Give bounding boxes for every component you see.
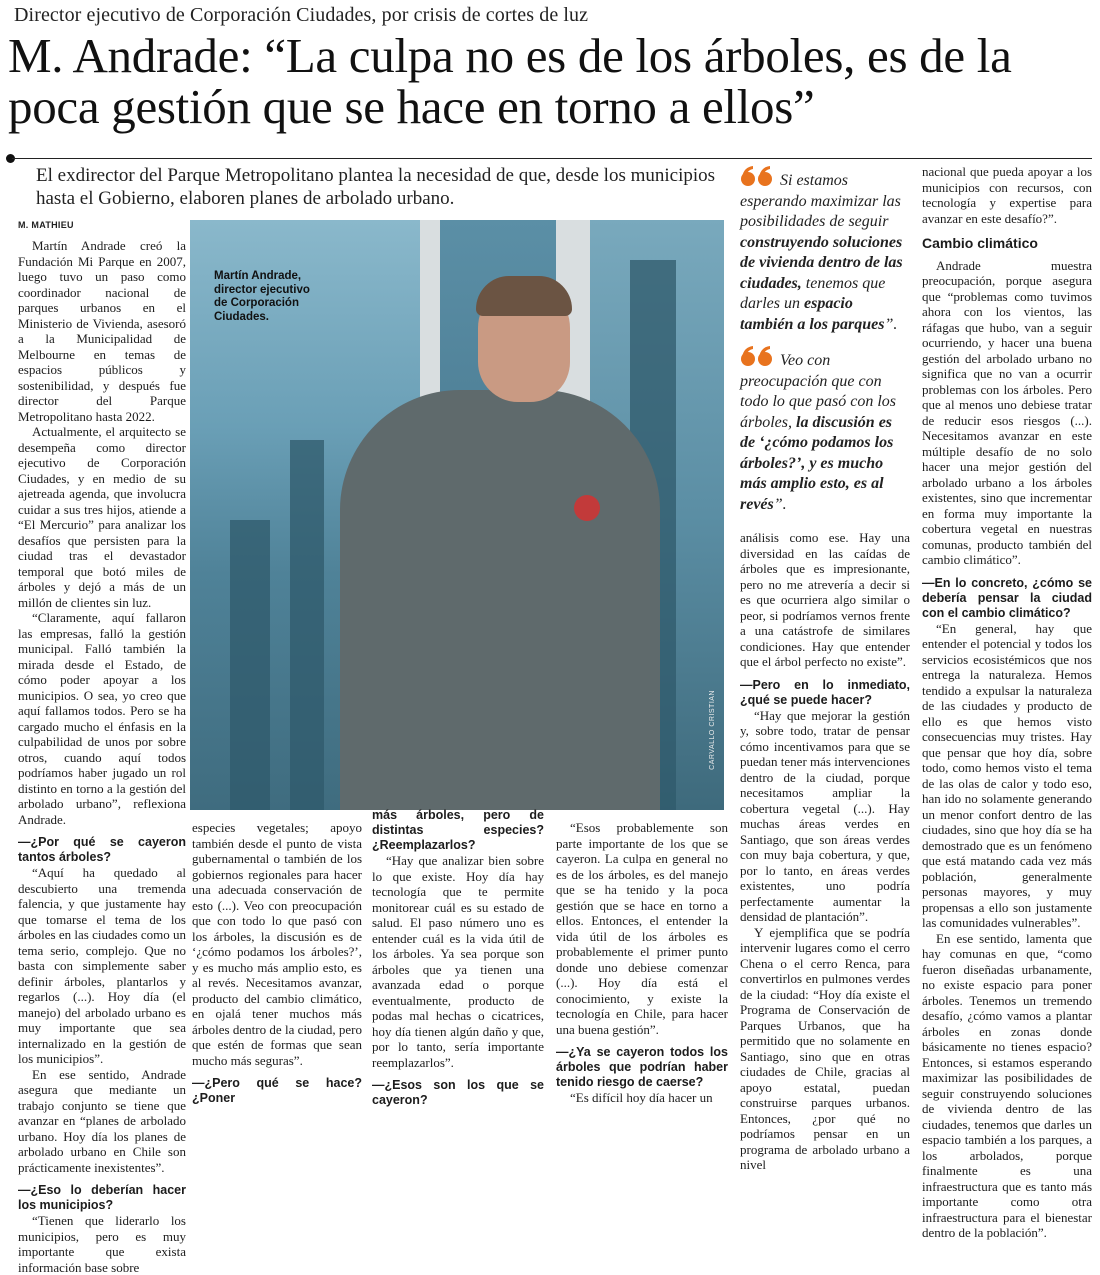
interview-question: —¿Ya se cayeron todos los árboles que podrían haber tenido riesgo de caerse? [556, 1045, 728, 1089]
quote-emphasis: la discusión es de ‘¿cómo podamos los árboles?’, y es mucho más amplio esto, es al revés [740, 413, 894, 513]
quote-mark-icon [740, 345, 774, 367]
column-1 [18, 238, 186, 1275]
column-3 [372, 808, 544, 1107]
interview-question: más árboles, pero de distintas especies? ¿Reemplazarlos? [372, 808, 544, 852]
quote-text: ”. [884, 315, 898, 333]
quote-text: tenemos que darles un [740, 274, 886, 312]
paragraph: En ese sentido, lamenta que hay comunas en que, “como fueron diseñadas urbanamente, no existe espacio para poner árboles. Tenemos un tremendo desafío, ¿cómo vamos a plantar árboles en zonas donde básicamente no tienes espacio? Entonces, si estamos esperando maximizar las posibilidades de seguir construyendo soluciones de vivienda dentro de las ciudades, tenemos que darles un espacio también a los parques, a los arbolados, porque finalmente es una infraestructura que es tanto más importante como otra infraestructura para el bienestar dentro de la población”. [922, 930, 1092, 1240]
portrait-photo [190, 220, 724, 810]
quote-mark-icon [740, 165, 774, 187]
column-4 [556, 820, 728, 1105]
paragraph: “Claramente, aquí fallaron las empresas, falló la gestión municipal. Falló también la mirada desde el Estado, de cómo poder apoyar a los municipios. O sea, yo creo que aquí fallamos todos. Pero se ha cargado mucho el énfasis en la culpabilidad de unos por sobre otros, cuando aquí todos podríamos haber jugado un rol distinto en torno a la gestión del arbolado urbano”, reflexiona Andrade. [18, 610, 186, 827]
paragraph: Andrade muestra preocupación, porque asegura que “problemas como tuvimos ahora con los vientos, las ráfagas que hubo, van a seguir ocurriendo, y hacer una buena gestión del arbolado urbano no significa que no van a ocurrir problemas con los árboles. Pero que al menos uno debiese tratar de reducir esos riesgos (...). Necesitamos avanzar en este múltiple desafío de no solo hacer una mejor gestión del arbolado urbano a los árboles existentes, sino que incrementar en forma muy importante la cobertura vegetal en nuestras comunas, producto también del cambio climático”. [922, 257, 1092, 567]
section-subhead: Cambio climático [922, 235, 1038, 251]
paragraph: “En general, hay que entender el potencial y todos los servicios ecosistémicos que nos entrega la naturaleza. Hemos tendido a expulsar la naturaleza de las ciudades y producto de ello es que hemos visto consecuencias muy tristes. Hay que pensar que hoy día, sobre todo, como hemos visto el tema de las olas de calor y todo eso, han ido no solamente generando un menor confort dentro de las ciudades, sino que hoy día se ha demostrado que es un fenómeno que está matando cada vez más población, generalmente personas mayores, y muy propensas a ello son justamente las comunidades vulnerables”. [922, 620, 1092, 930]
interview-question: —¿Esos son los que se cayeron? [372, 1078, 544, 1107]
quote-text: Si estamos esperando maximizar las posibilidades de seguir [740, 172, 901, 230]
kicker: Director ejecutivo de Corporación Ciudades, por crisis de cortes de luz [14, 4, 589, 26]
column-6 [922, 164, 1092, 1240]
pull-quote [740, 165, 910, 335]
person-jacket [340, 390, 660, 810]
interview-question: —¿Por qué se cayeron tantos árboles? [18, 835, 186, 864]
paragraph: Actualmente, el arquitecto se desempeña como director ejecutivo de Corporación Ciudades, y en medio de su ajetreada agenda, que involucra cuidar a sus tres hijos, atiende a “El Mercurio” para analizar los desafíos que persisten para la ciudad tras el devastador temporal que botó miles de árboles y dejó a más de un millón de clientes sin luz. [18, 424, 186, 610]
jacket-logo-icon [574, 495, 600, 521]
paragraph: “Aquí ha quedado al descubierto una tremenda falencia, y que justamente hay que tomarse el tema de los árboles en las ciudades como un tema serio, complejo. Que no basta con simplemente saber definir árboles, plantarlos y regarlos (...). Hoy día (el manejo) del arbolado urbano es muy importante que sea internalizado en la gestión de los municipios”. [18, 865, 186, 1066]
top-rule [12, 158, 1092, 159]
paragraph: “Esos probablemente son parte importante de los que se cayeron. La culpa en general no es de los árboles, es del manejo que se ha tenido y la poca gestión que se hace en torno a ellos. Entonces, el entender la vida útil de los árboles es probablemente el primer punto donde uno debiese comenzar (...). Hoy día está el conocimiento, y existe la tecnología en Chile, para hacer una buena gestión”. [556, 820, 728, 1037]
column-5 [740, 530, 911, 1172]
paragraph: “Hay que analizar bien sobre lo que existe. Hoy día hay tecnología que te permite monitorear cuál es su estado de salud. El paso número uno es entender cuál es la vida útil de los árboles. Ya sea porque son árboles que ya tienen una avanzada edad o porque eventualmente, producto de podas mal hechas o cicatrices, hoy día tienen algún daño y que, por lo tanto, sería importante reemplazarlos”. [372, 853, 544, 1070]
paragraph: “Tienen que liderarlo los municipios, pero es muy importante que exista información base sobre [18, 1213, 186, 1275]
interview-question: —¿Eso lo deberían hacer los municipios? [18, 1183, 186, 1212]
interview-question: —En lo concreto, ¿cómo se debería pensar la ciudad con el cambio climático? [922, 575, 1092, 620]
column-2 [192, 820, 362, 1105]
headline: M. Andrade: “La culpa no es de los árboles, es de la poca gestión que se hace en torno a ellos” [8, 28, 1012, 134]
building-silhouette [290, 440, 324, 810]
building-silhouette [230, 520, 270, 810]
person-hair [476, 276, 572, 316]
paragraph: Y ejemplifica que se podría intervenir lugares como el cerro Chena o el cerro Renca, para convertirlos en pulmones verdes de la ciudad: “Hoy día existe el Programa de Conservación de Parques Urbanos, que ha permitido que no solamente en Santiago, sino que en otras ciudades de Chile, gracias al apoyo estatal, puedan construirse parques urbanos. Entonces, ¿por qué no podríamos pensar en un programa de arbolado urbano a nivel [740, 924, 910, 1172]
pull-quote [740, 345, 910, 515]
paragraph: “Es difícil hoy día hacer un [570, 1090, 713, 1105]
interview-question: —¿Pero qué se hace? ¿Poner [192, 1076, 362, 1105]
photo-credit: CARVALLO CRISTIAN [709, 690, 716, 770]
paragraph: especies vegetales; apoyo también desde el punto de vista gubernamental o también de los gobiernos regionales para hacer una adecuada conservación de esto (...). Veo con preocupación que con todo lo que pasó con los árboles, la discusión es de ‘¿cómo podamos los árboles?’, y es mucho más amplio esto, es al revés. Necesitamos avanzar, producto del cambio climático, en ojalá tener muchos más árboles dentro de la ciudad, pero que estén de formas que sean mucho más seguras”. [192, 820, 362, 1068]
quote-emphasis: construyendo soluciones de vivienda dentro de las ciudades, [740, 233, 903, 292]
paragraph: nacional que pueda apoyar a los municipios con recursos, con tecnología y expertise para avanzar en este desafío?”. [922, 164, 1092, 226]
paragraph: Martín Andrade creó la Fundación Mi Parque en 2007, luego tuvo un paso como coordinador nacional de parques urbanos en el Ministerio de Vivienda, asesoró a la Municipalidad de Melbourne en temas de espacios públicos y sostenibilidad, y después fue director del Parque Metropolitano hasta 2022. [18, 238, 186, 424]
byline: M. MATHIEU [18, 220, 74, 230]
paragraph: “Hay que mejorar la gestión y, sobre todo, tratar de pensar cómo incentivamos para que se puedan tener más intervenciones dentro de la ciudad, porque necesitamos ampliar la cobertura vegetal (...). Hay muchas áreas verdes en Santiago, que son áreas verdes con muy baja cobertura, y que, por lo tanto, en áreas verdes existentes, uno podría perfectamente aumentar la densidad de plantación”. [740, 707, 911, 924]
quote-emphasis: espacio también a los parques [740, 295, 885, 333]
photo-caption: Martín Andrade, director ejecutivo de Corporación Ciudades. [214, 270, 310, 323]
interview-question: —Pero en lo inmediato, ¿qué se puede hacer? [740, 677, 910, 707]
bajada: El exdirector del Parque Metropolitano plantea la necesidad de que, desde los municipios hasta el Gobierno, elaboren planes de arbolado urbano. [36, 165, 716, 209]
paragraph: En ese sentido, Andrade asegura que mediante un trabajo conjunto se tiene que avanzar en “planes de arbolado urbano. Hoy día los planes de arbolado urbano en Chile son prácticamente inexistentes”. [18, 1066, 186, 1175]
quote-text: Veo con preocupación que con todo lo que pasó con los árboles, [740, 352, 896, 431]
quote-text: ”. [773, 495, 787, 513]
paragraph: análisis como ese. Hay una diversidad en las caídas de árboles que es impresionante, pero no me atrevería a decir si es que ocurriera algo similar o peor, si podríamos vernos frente a una catástrofe de similares condiciones. Hay que entender que el árbol perfecto no existe”. [740, 530, 910, 669]
